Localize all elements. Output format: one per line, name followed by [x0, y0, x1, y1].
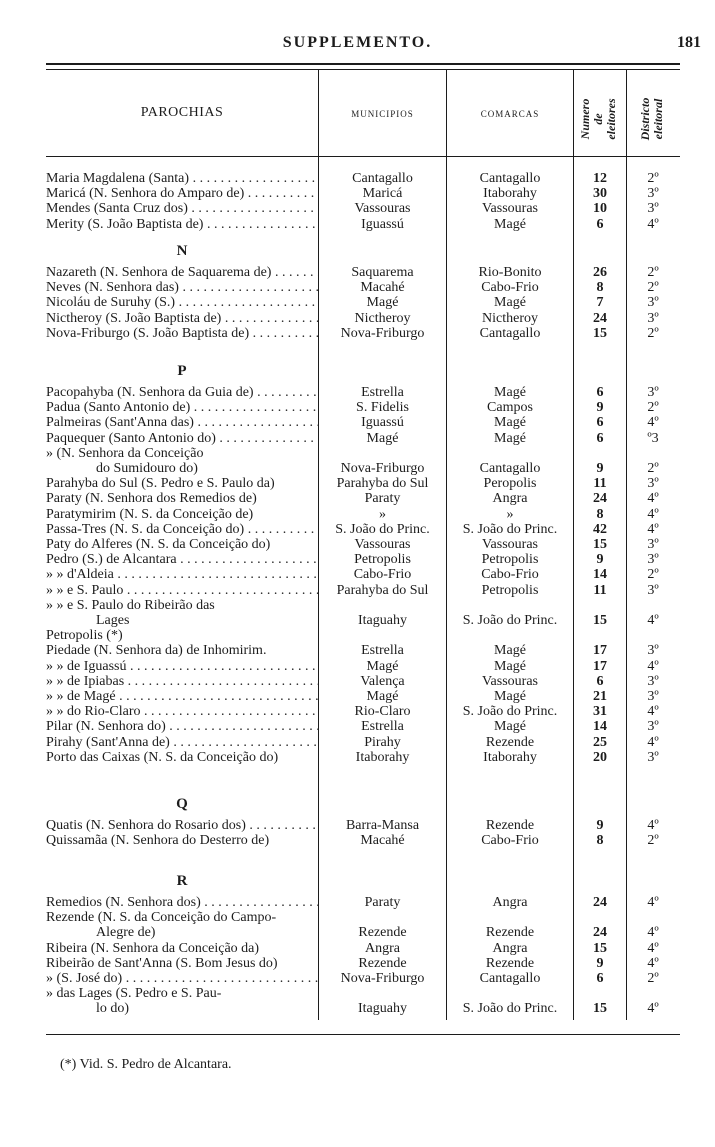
- parochia-cell: Nicoláu de Suruhy (S.) . . .: [46, 295, 318, 311]
- municipio-cell: Estrella: [361, 385, 404, 400]
- comarca-cell: Vassouras: [482, 201, 538, 217]
- table-row: [0, 925, 715, 941]
- eleitores-cell: 21: [593, 689, 607, 704]
- municipio-cell: Angra: [365, 940, 400, 956]
- table-row: [0, 956, 715, 972]
- section-letter: N: [176, 243, 188, 259]
- eleitores-cell: 9: [596, 400, 604, 416]
- parochia-cell: Pacopahyba (N. Senhora da Guia de) . . .: [46, 385, 318, 401]
- comarca-cell: Magé: [494, 415, 526, 431]
- comarca-cell: S. João do Princ.: [462, 704, 558, 720]
- table-row: [0, 186, 715, 202]
- table-row: [0, 986, 715, 1002]
- municipio-cell: Estrella: [361, 719, 404, 735]
- comarca-cell: Nictheroy: [482, 310, 538, 326]
- eleitores-cell: 24: [593, 310, 607, 326]
- districto-cell: 4º: [647, 613, 659, 628]
- districto-cell: 4º: [647, 1001, 659, 1017]
- districto-cell: 2º: [647, 567, 659, 583]
- districto-cell: 2º: [647, 971, 659, 986]
- column-header-municipios: MUNICIPIOS: [351, 109, 414, 119]
- comarca-cell: Magé: [494, 295, 526, 311]
- comarca-cell: Rezende: [485, 925, 535, 941]
- parochia-cell: » » de Iguassú . . .: [46, 659, 318, 675]
- eleitores-cell: 10: [593, 201, 607, 217]
- eleitores-cell: 8: [596, 280, 604, 296]
- municipio-cell: Magé: [366, 658, 399, 674]
- table-row: [0, 895, 715, 911]
- table-row: [0, 522, 715, 538]
- table-row: [0, 643, 715, 659]
- districto-cell: 2º: [647, 461, 659, 476]
- districto-cell: 3º: [647, 186, 659, 202]
- page-title: SUPPLEMENTO.: [282, 34, 433, 51]
- districto-cell: 3º: [647, 552, 659, 568]
- eleitores-cell: 15: [593, 325, 607, 341]
- eleitores-cell: 14: [593, 567, 607, 583]
- comarca-cell: Rezende: [485, 734, 535, 750]
- parochia-cell: Alegre de): [96, 925, 156, 941]
- table-row: [0, 217, 715, 233]
- districto-cell: 4º: [647, 704, 659, 720]
- municipio-cell: Rio-Claro: [354, 704, 411, 720]
- districto-cell: 4º: [647, 818, 659, 833]
- comarca-cell: Itaborahy: [483, 186, 537, 202]
- districto-cell: 3º: [647, 385, 659, 400]
- parochia-cell: » » d'Aldeia . . .: [46, 567, 318, 583]
- column-header-numero: [579, 69, 621, 169]
- municipio-cell: Valença: [360, 673, 405, 689]
- parochia-cell: Paratymirim (N. S. da Conceição de): [46, 506, 254, 522]
- eleitores-cell: 31: [593, 704, 607, 720]
- municipio-cell: Saquarema: [351, 265, 414, 280]
- numero-line-3: eleitores: [604, 98, 618, 140]
- comarca-cell: S. João do Princ.: [462, 1001, 558, 1017]
- parochia-cell: Paquequer (Santo Antonio do) . . .: [46, 431, 318, 447]
- parochia-cell: Ribeira (N. Senhora da Conceição da): [46, 940, 260, 956]
- eleitores-cell: 8: [596, 506, 604, 522]
- table-row: [0, 567, 715, 583]
- comarca-cell: Cantagallo: [479, 325, 541, 341]
- comarca-cell: Vassouras: [482, 537, 538, 552]
- parochia-cell: » » e S. Paulo do Ribeirão das: [46, 597, 215, 613]
- parochia-cell: Quatis (N. Senhora do Rosario dos) . . .: [46, 818, 318, 834]
- municipio-cell: Paraty: [364, 895, 401, 910]
- municipio-cell: Petropolis: [354, 552, 411, 568]
- page-number: 181: [677, 34, 701, 51]
- parochia-cell: lo do): [96, 1001, 130, 1017]
- municipio-cell: Vassouras: [354, 537, 411, 552]
- table-row: [0, 326, 715, 342]
- parochia-cell: » » de Ipiabas . . .: [46, 674, 318, 690]
- comarca-cell: Petropolis: [481, 582, 539, 598]
- eleitores-cell: 14: [593, 719, 607, 735]
- section-letter: P: [177, 363, 187, 379]
- comarca-cell: Magé: [494, 658, 526, 674]
- municipio-cell: Macahé: [360, 280, 405, 296]
- municipio-cell: Nova-Friburgo: [340, 325, 425, 341]
- districto-cell: 2º: [647, 325, 659, 341]
- comarca-cell: Petropolis: [481, 552, 539, 568]
- districto-cell: 3º: [647, 476, 659, 492]
- footnote: (*) Vid. S. Pedro de Alcantara.: [60, 1057, 232, 1072]
- parochia-cell: » » e S. Paulo . . .: [46, 583, 318, 599]
- table-row: [0, 971, 715, 987]
- eleitores-cell: 20: [593, 749, 607, 765]
- parochia-cell: » » de Magé . . .: [46, 689, 318, 705]
- municipio-cell: Parahyba do Sul: [336, 582, 429, 598]
- table-row: [0, 431, 715, 447]
- comarca-cell: Cabo-Frio: [481, 833, 539, 849]
- table-row: [0, 311, 715, 327]
- comarca-cell: Magé: [494, 216, 526, 232]
- comarca-cell: Magé: [494, 689, 526, 704]
- eleitores-cell: 8: [596, 833, 604, 849]
- municipio-cell: Barra-Mansa: [345, 818, 420, 833]
- eleitores-cell: 15: [593, 613, 607, 628]
- table-row: [0, 583, 715, 599]
- table-row: [0, 1001, 715, 1017]
- table-row: [0, 400, 715, 416]
- comarca-cell: Magé: [494, 430, 526, 446]
- comarca-cell: Magé: [494, 719, 526, 735]
- municipio-cell: Cantagallo: [352, 171, 413, 186]
- table-row: [0, 507, 715, 523]
- parochia-cell: » » do Rio-Claro . . .: [46, 704, 318, 720]
- parochia-cell: Paty do Alferes (N. S. da Conceição do): [46, 537, 271, 552]
- municipio-cell: Rezende: [358, 925, 407, 941]
- municipio-cell: Parahyba do Sul: [336, 476, 429, 492]
- eleitores-cell: 17: [593, 643, 607, 659]
- eleitores-cell: 15: [593, 537, 607, 552]
- municipio-cell: Vassouras: [354, 201, 411, 217]
- comarca-cell: Rezende: [485, 955, 535, 971]
- table-row: [0, 704, 715, 720]
- municipio-cell: Cabo-Frio: [353, 567, 412, 583]
- table-row: [0, 265, 715, 281]
- municipio-cell: Itaborahy: [355, 749, 410, 765]
- districto-cell: 3º: [647, 643, 659, 659]
- eleitores-cell: 15: [593, 1001, 607, 1017]
- comarca-cell: Magé: [494, 643, 526, 659]
- table-row: [0, 476, 715, 492]
- parochia-cell: Nova-Friburgo (S. João Baptista de) . . .: [46, 326, 318, 342]
- districto-cell: 2º: [647, 280, 659, 296]
- comarca-cell: S. João do Princ.: [462, 613, 558, 628]
- eleitores-cell: 24: [593, 491, 607, 507]
- column-header-parochias: PAROCHIAS: [140, 105, 224, 120]
- districto-cell: 3º: [647, 295, 659, 311]
- districto-cell: 4º: [647, 491, 659, 507]
- comarca-cell: Cantagallo: [479, 461, 541, 476]
- districto-cell: 4º: [647, 415, 659, 431]
- districto-cell: 4º: [647, 955, 659, 971]
- municipio-cell: Iguassú: [361, 415, 404, 431]
- parochia-cell: Passa-Tres (N. S. da Conceição do) . . .: [46, 522, 318, 538]
- table-row: [0, 598, 715, 614]
- eleitores-cell: 11: [593, 582, 607, 598]
- districto-cell: 4º: [647, 658, 659, 674]
- comarca-cell: Angra: [492, 491, 528, 507]
- parochia-cell: Mendes (Santa Cruz dos) . . .: [46, 201, 318, 217]
- municipio-cell: Iguassú: [361, 216, 404, 232]
- parochia-cell: Pedro (S.) de Alcantara . . .: [46, 552, 318, 568]
- parochia-cell: Palmeiras (Sant'Anna das) . . .: [46, 415, 318, 431]
- comarca-cell: Rio-Bonito: [478, 265, 542, 280]
- table-row: [0, 415, 715, 431]
- comarca-cell: Cantagallo: [479, 171, 541, 186]
- table-row: [0, 674, 715, 690]
- districto-line-1: Districto: [638, 97, 652, 141]
- table-row: [0, 750, 715, 766]
- comarca-cell: »: [506, 506, 514, 522]
- parochia-cell: Porto das Caixas (N. S. da Conceição do): [46, 749, 279, 765]
- comarca-cell: Peropolis: [483, 476, 537, 492]
- municipio-cell: Estrella: [361, 643, 404, 659]
- table-row: [0, 910, 715, 926]
- comarca-cell: Rezende: [485, 818, 535, 833]
- eleitores-cell: 30: [593, 186, 607, 202]
- top-rule: [46, 63, 680, 65]
- comarca-cell: Cabo-Frio: [481, 567, 539, 583]
- comarca-cell: Itaborahy: [483, 749, 537, 765]
- districto-cell: 4º: [647, 925, 659, 941]
- municipio-cell: Magé: [366, 295, 399, 311]
- municipio-cell: Itaguahy: [358, 613, 407, 628]
- table-row: [0, 295, 715, 311]
- parochia-cell: Ribeirão de Sant'Anna (S. Bom Jesus do): [46, 955, 278, 971]
- parochia-cell: Maricá (N. Senhora do Amparo de) . . .: [46, 186, 318, 202]
- districto-cell: 3º: [647, 719, 659, 735]
- municipio-cell: S. João do Princ.: [335, 521, 430, 537]
- districto-cell: 3º: [647, 689, 659, 704]
- parochia-cell: Maria Magdalena (Santa) . . .: [46, 171, 318, 187]
- districto-cell: 4º: [647, 734, 659, 750]
- eleitores-cell: 26: [593, 265, 607, 280]
- parochia-cell: Lages: [96, 613, 130, 628]
- table-row: [0, 201, 715, 217]
- eleitores-cell: 9: [596, 552, 604, 568]
- comarca-cell: Angra: [492, 940, 528, 956]
- parochia-cell: Padua (Santo Antonio de) . . .: [46, 400, 318, 416]
- comarca-cell: Cabo-Frio: [481, 280, 539, 296]
- municipio-cell: Itaguahy: [358, 1001, 407, 1017]
- parochia-cell: do Sumidouro do): [96, 461, 198, 476]
- comarca-cell: Magé: [494, 385, 526, 400]
- eleitores-cell: 24: [593, 895, 607, 910]
- parochia-cell: Remedios (N. Senhora dos) . . .: [46, 895, 318, 911]
- districto-cell: 3º: [647, 673, 659, 689]
- table-row: [0, 537, 715, 553]
- table-row: [0, 280, 715, 296]
- districto-cell: 3º: [647, 749, 659, 765]
- eleitores-cell: 24: [593, 925, 607, 941]
- municipio-cell: Maricá: [362, 186, 403, 202]
- parochia-cell: Piedade (N. Senhora da) de Inhomirim.: [46, 643, 267, 659]
- table-row: [0, 719, 715, 735]
- eleitores-cell: 6: [596, 216, 604, 232]
- parochia-cell: » (N. Senhora da Conceição: [46, 445, 204, 461]
- eleitores-cell: 9: [596, 818, 604, 833]
- districto-cell: 2º: [647, 171, 659, 186]
- parochia-cell: Neves (N. Senhora das) . . .: [46, 280, 318, 296]
- municipio-cell: Pirahy: [364, 734, 401, 750]
- municipio-cell: Magé: [366, 689, 399, 704]
- table-row: [0, 659, 715, 675]
- districto-cell: 3º: [647, 310, 659, 326]
- districto-cell: 3º: [647, 582, 659, 598]
- section-letter: Q: [176, 796, 188, 812]
- parochia-cell: » das Lages (S. Pedro e S. Pau-: [46, 986, 222, 1002]
- municipio-cell: Magé: [366, 430, 399, 446]
- eleitores-cell: 25: [593, 734, 607, 750]
- districto-cell: 4º: [647, 506, 659, 522]
- comarca-cell: Cantagallo: [479, 971, 541, 986]
- districto-cell: 3º: [647, 201, 659, 217]
- eleitores-cell: 6: [596, 415, 604, 431]
- municipio-cell: Rezende: [358, 955, 407, 971]
- eleitores-cell: 6: [596, 430, 604, 446]
- table-row: [0, 818, 715, 834]
- comarca-cell: Campos: [487, 400, 533, 416]
- municipio-cell: »: [379, 506, 386, 522]
- districto-cell: 2º: [647, 400, 659, 416]
- table-row: [0, 735, 715, 751]
- eleitores-cell: 9: [596, 461, 604, 476]
- municipio-cell: Nictheroy: [354, 310, 411, 326]
- parochia-cell: Quissamãa (N. Senhora do Desterro de): [46, 833, 270, 849]
- parochia-cell: » (S. José do) . . .: [46, 971, 318, 987]
- table-row: [0, 552, 715, 568]
- table-row: [0, 689, 715, 705]
- column-header-districto: [639, 69, 667, 169]
- municipio-cell: Macahé: [360, 833, 405, 849]
- municipio-cell: Paraty: [364, 491, 401, 507]
- municipio-cell: Nova-Friburgo: [340, 461, 425, 476]
- districto-cell: 2º: [647, 265, 659, 280]
- table-row: [0, 446, 715, 462]
- parochia-cell: Pilar (N. Senhora do) . . .: [46, 719, 318, 735]
- table-row: [0, 613, 715, 629]
- table-row: [0, 628, 715, 644]
- comarca-cell: Vassouras: [482, 673, 538, 689]
- parochia-cell: Petropolis (*): [46, 628, 123, 644]
- districto-cell: 4º: [647, 895, 659, 910]
- districto-cell: 4º: [647, 521, 659, 537]
- parochia-cell: Nictheroy (S. João Baptista de) . . .: [46, 311, 318, 327]
- parochia-cell: Merity (S. João Baptista de) . . .: [46, 217, 318, 233]
- section-letter: R: [176, 873, 188, 889]
- comarca-cell: Angra: [492, 895, 528, 910]
- column-header-comarcas: COMARCAS: [480, 109, 540, 119]
- eleitores-cell: 6: [596, 971, 604, 986]
- eleitores-cell: 6: [596, 385, 604, 400]
- table-row: [0, 491, 715, 507]
- districto-cell: º3: [647, 430, 659, 446]
- eleitores-cell: 15: [593, 940, 607, 956]
- districto-cell: 2º: [647, 833, 659, 849]
- parochia-cell: Paraty (N. Senhora dos Remedios de): [46, 491, 257, 507]
- eleitores-cell: 11: [593, 476, 607, 492]
- districto-cell: 4º: [647, 940, 659, 956]
- eleitores-cell: 42: [593, 521, 607, 537]
- table-row: [0, 171, 715, 187]
- eleitores-cell: 17: [593, 658, 607, 674]
- municipio-cell: Nova-Friburgo: [340, 971, 425, 986]
- eleitores-cell: 9: [596, 955, 604, 971]
- table-row: [0, 833, 715, 849]
- eleitores-cell: 12: [593, 171, 607, 186]
- parochia-cell: Parahyba do Sul (S. Pedro e S. Paulo da): [46, 476, 275, 492]
- footnote-rule: [46, 1034, 680, 1035]
- parochia-cell: Nazareth (N. Senhora de Saquarema de) . . .: [46, 265, 318, 281]
- eleitores-cell: 7: [596, 295, 604, 311]
- municipio-cell: S. Fidelis: [356, 400, 409, 416]
- eleitores-cell: 6: [596, 673, 604, 689]
- table-row: [0, 461, 715, 477]
- parochia-cell: Rezende (N. S. da Conceição do Campo-: [46, 910, 277, 926]
- table-row: [0, 941, 715, 957]
- districto-cell: 4º: [647, 216, 659, 232]
- numero-line-2: de: [591, 113, 605, 125]
- table-row: [0, 385, 715, 401]
- numero-line-1: Numero: [578, 98, 592, 140]
- parochia-cell: Pirahy (Sant'Anna de) . . .: [46, 735, 318, 751]
- districto-cell: 3º: [647, 537, 659, 552]
- comarca-cell: S. João do Princ.: [462, 521, 558, 537]
- districto-line-2: eleitoral: [651, 98, 665, 140]
